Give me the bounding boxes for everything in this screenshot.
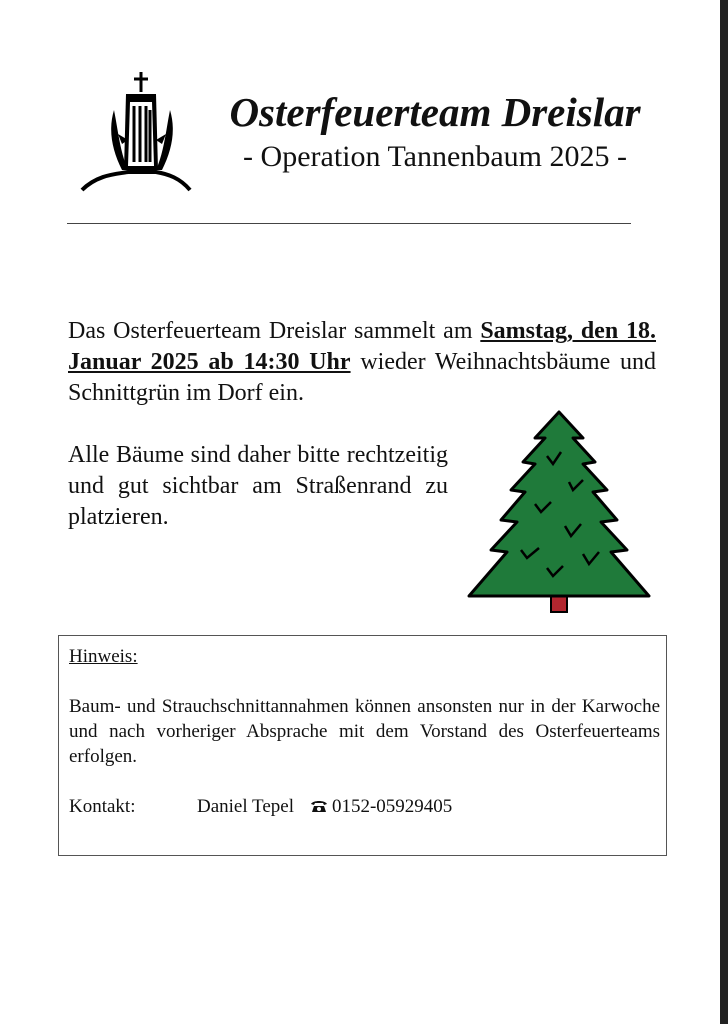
notice-box	[58, 635, 667, 856]
contact-name: Daniel Tepel	[197, 796, 294, 817]
church-fire-logo-icon	[78, 70, 194, 196]
contact-row	[69, 794, 452, 820]
instruction-paragraph: Alle Bäume sind daher bitte rechtzeitig und gut sichtbar am Straßenrand zu platzieren.	[68, 442, 448, 530]
collection-date: Samstag, den 18. Januar 2025 ab 14:30 Uhr	[68, 318, 656, 375]
phone-number: 0152-05929405	[331, 796, 453, 817]
header-divider	[67, 223, 631, 224]
announcement-outro: wieder Weihnachtsbäume und Schnittgrün im Dorf ein.	[68, 349, 656, 406]
notice-body: Baum- und Strauchschnittannahmen können ansonsten nur in der Karwoche und nach vorheriger Absprache mit dem Vorstand des Osterfeuerteams erfolgen.	[69, 696, 660, 767]
telephone-icon	[310, 799, 328, 813]
page-title: Osterfeuerteam Dreislar	[229, 89, 641, 135]
notice-heading: Hinweis:	[69, 646, 138, 667]
page-edge	[720, 0, 728, 1024]
page-subtitle: - Operation Tannenbaum 2025 -	[243, 140, 627, 173]
announcement-paragraph	[68, 316, 656, 409]
contact-label: Kontakt:	[69, 796, 136, 817]
announcement-intro: Das Osterfeuerteam Dreislar sammelt am	[68, 318, 473, 344]
christmas-tree-icon	[465, 408, 653, 618]
